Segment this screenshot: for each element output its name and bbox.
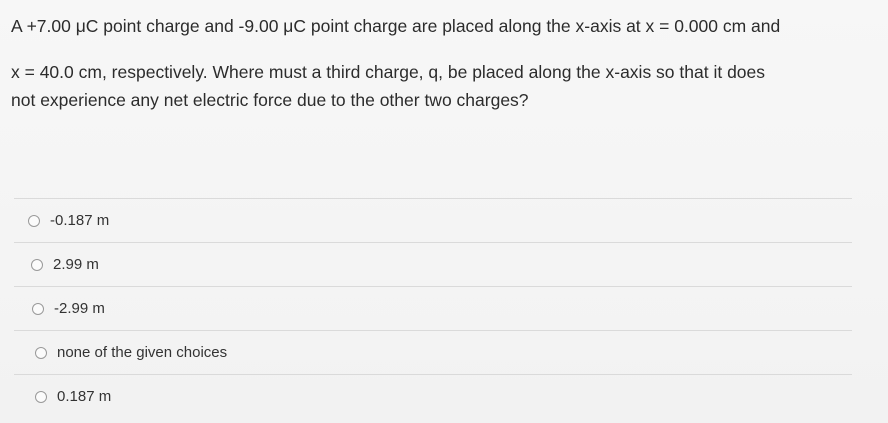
answer-option-5[interactable] <box>14 374 852 418</box>
radio-button-icon[interactable] <box>32 303 44 315</box>
radio-button-icon[interactable] <box>31 259 43 271</box>
question-line-2: x = 40.0 cm, respectively. Where must a third charge, q, be placed along the x-axis so that it does <box>11 62 766 82</box>
radio-button-icon[interactable] <box>28 215 40 227</box>
answer-option-label: 0.187 m <box>57 388 112 405</box>
radio-button-icon[interactable] <box>35 391 47 403</box>
answer-option-1[interactable] <box>14 198 852 242</box>
answer-option-label: -2.99 m <box>54 300 105 317</box>
question-line-3: not experience any net electric force due to the other two charges? <box>11 90 529 110</box>
answer-option-label: 2.99 m <box>53 256 99 273</box>
radio-button-icon[interactable] <box>35 347 47 359</box>
question-line-1: A +7.00 μC point charge and -9.00 μC point charge are placed along the x-axis at x = 0.000 cm and <box>11 16 781 36</box>
answer-option-label: -0.187 m <box>50 212 110 229</box>
answer-option-3[interactable] <box>14 286 852 330</box>
answer-choices <box>14 198 852 418</box>
question-text <box>11 12 881 114</box>
answer-option-2[interactable] <box>14 242 852 286</box>
answer-option-label: none of the given choices <box>57 344 228 361</box>
answer-option-4[interactable] <box>14 330 852 374</box>
